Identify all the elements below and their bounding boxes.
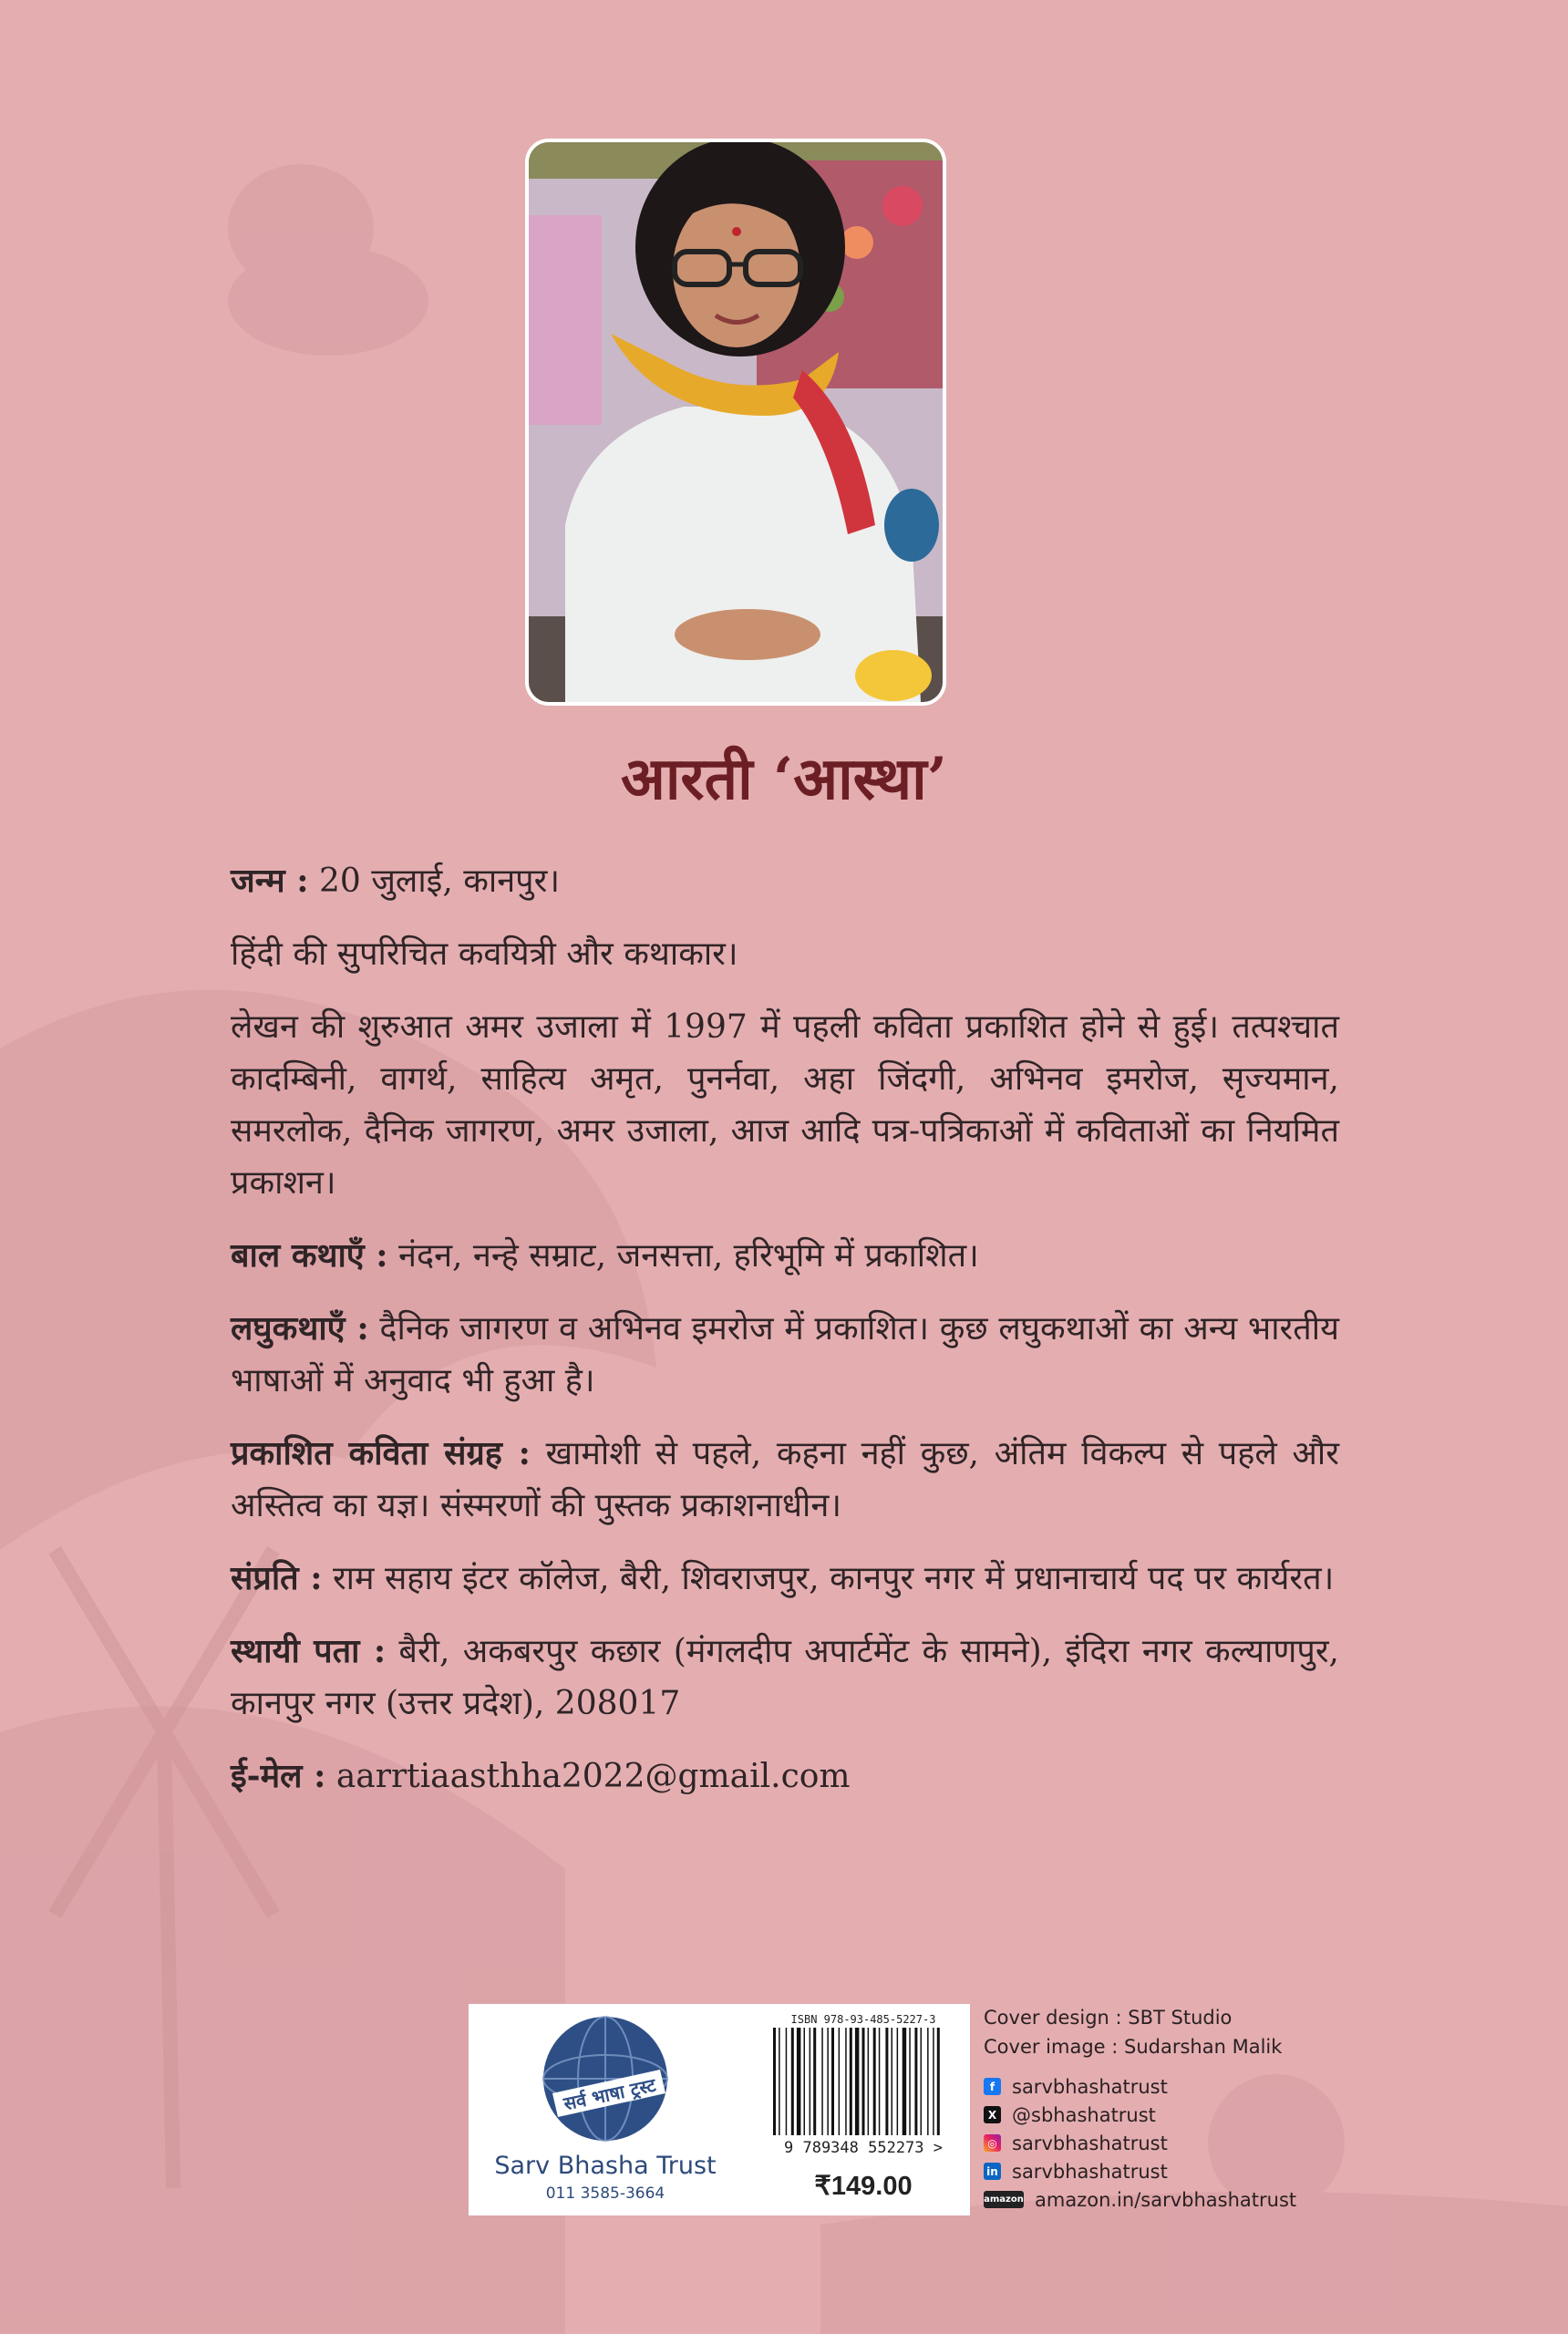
- bio-address-text: बैरी, अकबरपुर कछार (मंगलदीप अपार्टमेंट के सामने), इंदिरा नगर कल्याणपुर, कानपुर नगर (उत्तर प्रदेश), 208017: [231, 1633, 1340, 1722]
- linkedin-handle: sarvbhashatrust: [1012, 2160, 1168, 2183]
- isbn-text: ISBN 978-93-485-5227-3: [790, 2013, 936, 2026]
- bio-current-label: संप्रति :: [231, 1559, 323, 1597]
- bio-birth: [231, 855, 1339, 907]
- instagram-handle: sarvbhashatrust: [1012, 2132, 1168, 2154]
- facebook-icon: f: [984, 2078, 1001, 2095]
- publisher-logo: [487, 2013, 724, 2206]
- bio-poetry-text: खामोशी से पहले, कहना नहीं कुछ, अंतिम विकल्प से पहले और अस्तित्व का यज्ञ। संस्मरणों की पुस्तक प्रकाशनाधीन।: [231, 1435, 1339, 1524]
- amazon-link: amazon.in/sarvbhashatrust: [1035, 2188, 1297, 2211]
- bio-email-text: aarrtiaasthha2022@gmail.com: [325, 1758, 851, 1795]
- bio-short-text: दैनिक जागरण व अभिनव इमरोज में प्रकाशित। कुछ लघुकथाओं का अन्य भारतीय भाषाओं में अनुवाद भी हुआ है।: [231, 1310, 1340, 1399]
- social-facebook[interactable]: [984, 2072, 1296, 2101]
- bio-email: [231, 1750, 1339, 1802]
- bio-intro: हिंदी की सुपरिचित कवयित्री और कथाकार।: [231, 935, 738, 973]
- instagram-icon: ◎: [984, 2134, 1001, 2152]
- bio-birth-text: 20 जुलाई, कानपुर।: [308, 862, 560, 900]
- bio-writing: लेखन की शुरुआत अमर उजाला में 1997 में पहली कविता प्रकाशित होने से हुई। तत्पश्चात कादम्बिनी, वागर्थ, साहित्य अमृत, पुनर्नवा, अहा जिंदगी, अभिनव इमरोज, सृज्यमान, समरलोक, दैनिक जागरण, अमर उजाला, आज आदि पत्र-पत्रिकाओं में कविताओं का नियमित प्रकाशन।: [231, 1008, 1339, 1202]
- bio-current-text: राम सहाय इंटर कॉलेज, बैरी, शिवराजपुर, कानपुर नगर में प्रधानाचार्य पद पर कार्यरत।: [322, 1560, 1335, 1597]
- bio-children-label: बाल कथाएँ :: [231, 1236, 388, 1275]
- publisher-logo-text: सर्व भाषा ट्रस्ट: [562, 2073, 658, 2115]
- bio-short-stories: [231, 1303, 1339, 1407]
- bio-short-label: लघुकथाएँ :: [231, 1309, 369, 1348]
- bio-children-text: नंदन, नन्हे सम्राट, जनसत्ता, हरिभूमि में प्रकाशित।: [387, 1237, 979, 1275]
- author-name: आरती ‘आस्था’: [621, 745, 947, 813]
- cover-credits: [984, 2003, 1282, 2061]
- cover-image-credit: Cover image : Sudarshan Malik: [984, 2036, 1283, 2058]
- globe-logo-icon: [487, 2013, 724, 2150]
- social-x[interactable]: [984, 2101, 1296, 2129]
- linkedin-icon: in: [984, 2163, 1001, 2180]
- isbn-digits: 9 789348 552273 >: [784, 2139, 943, 2157]
- x-icon: X: [984, 2106, 1001, 2123]
- bio-birth-label: जन्म :: [231, 862, 309, 900]
- barcode-icon: [766, 2028, 961, 2155]
- social-linkedin[interactable]: [984, 2157, 1296, 2185]
- author-photo: [525, 139, 946, 706]
- amazon-icon: [984, 2191, 1024, 2208]
- publisher-phone: 011 3585-3664: [545, 2184, 665, 2203]
- facebook-handle: sarvbhashatrust: [1012, 2075, 1168, 2098]
- barcode-area: [766, 2013, 961, 2206]
- publisher-name: Sarv Bhasha Trust: [494, 2152, 717, 2180]
- publisher-info-box: [469, 2004, 970, 2215]
- social-links: [984, 2072, 1296, 2214]
- bio-children-stories: [231, 1230, 1339, 1282]
- bio-poetry: [231, 1428, 1339, 1532]
- social-instagram[interactable]: [984, 2129, 1296, 2157]
- bio-current: [231, 1553, 1339, 1605]
- bio-poetry-label: प्रकाशित कविता संग्रह :: [231, 1434, 531, 1472]
- social-amazon[interactable]: [984, 2185, 1296, 2214]
- author-bio: [231, 855, 1339, 1823]
- bio-address: [231, 1626, 1339, 1730]
- price: ₹149.00: [814, 2172, 913, 2201]
- cover-design-credit: Cover design : SBT Studio: [984, 2007, 1233, 2029]
- x-handle: @sbhashatrust: [1012, 2103, 1156, 2126]
- amazon-badge-text: amazon: [984, 2195, 1024, 2205]
- bio-email-label: ई-मेल :: [231, 1757, 326, 1795]
- bio-address-label: स्थायी पता :: [231, 1632, 387, 1670]
